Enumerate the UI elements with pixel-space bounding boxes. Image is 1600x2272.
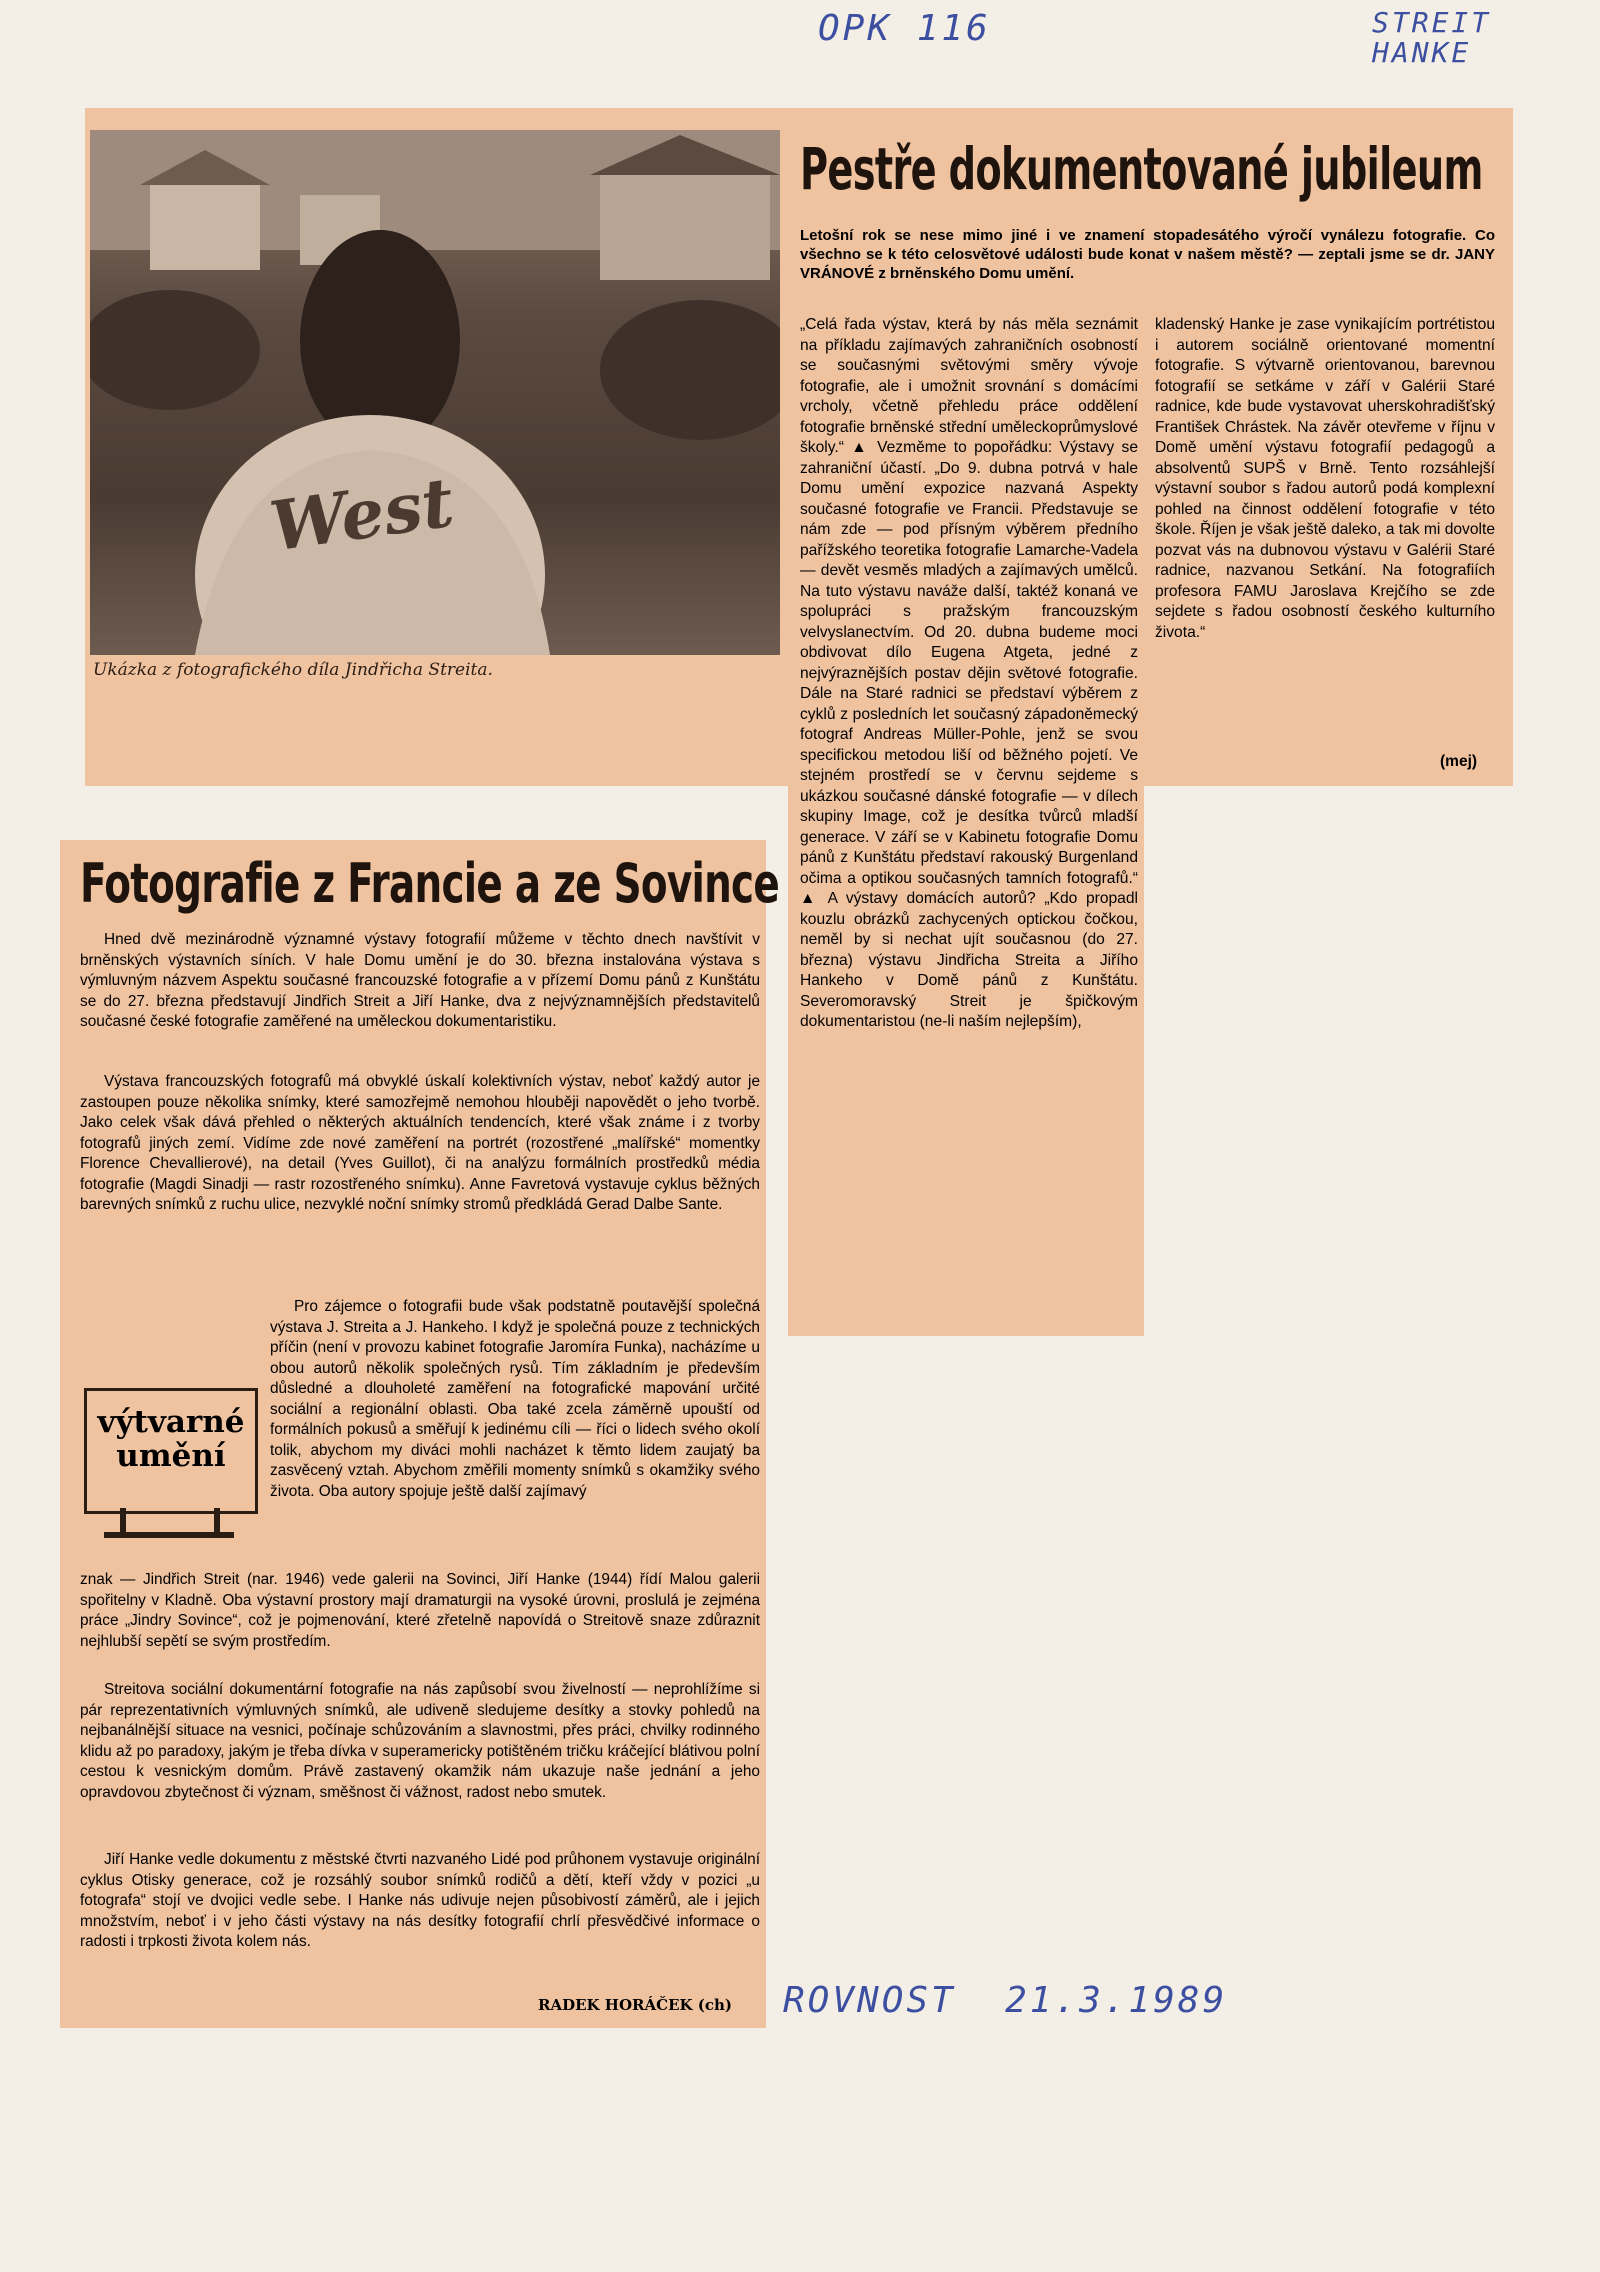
photo-scene bbox=[90, 130, 780, 655]
article1-column-1: „Celá řada výstav, která by nás měla seznámit na příkladu zajímavých zahraničních osobností se současnými světovými směry vývoje fotografie, ale i umožnit srovnání s domácími vrcholy, včetně přehledu práce oddělení fotografie brněnské střední uměleckoprůmyslové školy.“ ▲ Vezměme to popořádku: Výstavy se zahraniční účastí. „Do 9. dubna potrvá v hale Domu umění expozice nazvaná Aspekty současné fotografie ve Francii. Představuje se nám zde — pod přísným výběrem předního pařížského teoretika fotografie Lamarche-Vadela — devět vesměs mladých a zajímavých umělců. Na tuto výstavu naváže další, taktéž konaná ve spolupráci s pražským francouzským velvyslanectvím. Od 20. dubna budeme moci obdivovat dílo Eugena Atgeta, jedné z nejvýraznějších postav dějin světové fotografie. Dále na Staré radnici se představí výběrem z cyklů z posledních let současný západoněmecký fotograf Andreas Müller-Pohle, jenž se svou specifickou metodou liší od běžného pojetí. Ve stejném prostředí se v červnu sejdeme s ukázkou současné dánské fotografie — v dílech skupiny Image, což je desítka tvůrců mladší generace. V září se v Kabinetu fotografie Domu pánů z Kunštátu představí rakouský Burgenland očima a optikou současných tamních fotografů.“ ▲ A výstavy domácích autorů? „Kdo propadl kouzlu obrázků zachycených optickou čočkou, neměl by si nechat ujít současnou (do 27. března) výstavu Jindřicha Streita a Jiřího Hankeho v Domě pánů z Kunštátu. Severomoravský Streit je špičkovým dokumentaristou (ne-li naším nejlepším), bbox=[800, 316, 1138, 1030]
article2-paragraph-1: Hned dvě mezinárodně významné výstavy fotografií můžeme v těchto dnech navštívit v brněnských výstavních síních. V hale Domu umění je do 30. března instalována výstava s výmluvným názvem Aspektu současné francouzské fotografie a v přízemí Domu pánů z Kunštátu se do 27. března představují Jindřich Streit a Jiří Hanke, dva z nejvýznamnějších představitelů současné české fotografie zaměřené na uměleckou dokumentaristiku. bbox=[80, 931, 760, 1030]
article1-photo bbox=[90, 130, 780, 655]
article2-paragraph-2: Výstava francouzských fotografů má obvyklé úskalí kolektivních výstav, neboť každý autor je zastoupen pouze několika snímky, které samozřejmě nemohou hlouběji napovědět o jeho tvorbě. Jako celek však dává přehled o některých aktuálních tendencích, které však známe i z tvorby fotografů jiných zemí. Vidíme zde nové zaměření na portrét (rozostřené „malířské“ momentky Florence Chevallierové), na detail (Yves Guillot), či na analýzu formálních prostředků média fotografie (Magdi Sinadji — rastr rozostřeného snímku). Anne Favretová vystavuje cyklus běžných barevných snímků z ruchu ulice, nezvyklé noční snímky stromů předkládá Gerad Dalbe Sante. bbox=[80, 1073, 760, 1213]
logo-line-2: umění bbox=[116, 1438, 226, 1474]
article1-title: Pestře dokumentované jubileum bbox=[800, 135, 1483, 203]
article2-signature: RADEK HORÁČEK (ch) bbox=[538, 1996, 733, 2014]
photo-caption: Ukázka z fotografického díla Jindřicha Streita. bbox=[93, 660, 493, 680]
logo-base bbox=[104, 1532, 234, 1538]
article2-paragraph-5: Jiří Hanke vedle dokumentu z městské čtvrti nazvaného Lidé pod průhonem vystavuje originální cyklus Otisky generace, což je rozsáhlý soubor snímků rodičů a dětí, kteří vždy v pozici „u fotografa“ stojí ve dvojici vedle sebe. I Hanke nás udivuje nejen působivostí záměrů, ale i jejich množstvím, neboť i v jeho části výstavy na nás desítky fotografií chrlí přesvědčivé informace o radosti i trpkosti života kolem nás. bbox=[80, 1851, 760, 1950]
source-annotation-2: ROVNOST 21.3.1989 bbox=[783, 1980, 1228, 2021]
archive-code-annotation: OPK 116 bbox=[818, 8, 991, 49]
photo-shirt-text: West bbox=[265, 462, 459, 568]
article1-signature: (mej) bbox=[1440, 753, 1478, 770]
article1-title-box bbox=[800, 135, 1500, 215]
article2-paragraph-4: Streitova sociální dokumentární fotografie na nás zapůsobí svou živelností — neprohlížíme si pár reprezentativních výmluvných snímků, ale udiveně sledujeme desítky a stovky pohledů na nejbanálnější situace na vesnici, počínaje schůzováním a slavnostmi, přes práci, chvilky rodinného klidu až po paradoxy, jakým je třeba dívka v superamericky potištěném tričku kráčející blátivou polní cestou k vesnickým domům. Právě zastavený okamžik nám ukazuje naše jednání a jeho opravdovou zbytečnost či význam, směšnost či vážnost, radost nebo smutek. bbox=[80, 1681, 760, 1801]
article2-title-box bbox=[80, 852, 780, 922]
article2-paragraph-3a: Pro zájemce o fotografii bude však podstatně poutavější společná výstava J. Streita a J. Hankeho. I když je společná pouze z technických příčin (není v provozu kabinet fotografie Jaromíra Funka), nacházíme u obou autorů několik společných rysů. Tím základním je především důsledné a dlouholeté zaměření na fotografické mapování určité sociální a regionální oblasti. Oba také zcela záměrně upouští od formálních pokusů a směřují k jedinému cíli — říci o lidech svého okolí tolik, abychom my diváci mohli nacházet k těmto lidem zaujatý ba zasvěcený vztah. Abychom změřili momenty snímků s okamžiky svého života. Oba autory spojuje ještě další zajímavý bbox=[270, 1298, 760, 1500]
visual-arts-logo bbox=[84, 1388, 258, 1514]
names-annotation bbox=[1372, 8, 1572, 68]
article1-column-2: kladenský Hanke je zase vynikajícím portrétistou i autorem sociálně orientované momentní fotografie. S výtvarně orientovanou, barevnou fotografií se setkáme v září v Galérii Staré radnice, kde bude vystavovat uherskohradišťský František Chrástek. Na závěr otevřeme v říjnu v Domě umění výstavu fotografií pedagogů a absolventů SUPŠ v Brně. Tento rozsáhlejší výstavní soubor s řadou autorů podá komplexní pohled na činnost oddělení fotografie v této škole. Říjen je však ještě daleko, a tak mi dovolte pozvat vás na dubnovou výstavu v Galérii Staré radnice, nazvanou Setkání. Na fotografiích profesora FAMU Jaroslava Krejčího se zde sejdete s řadou osobností českého kulturního života.“ bbox=[1155, 316, 1495, 641]
article1-lead: Letošní rok se nese mimo jiné i ve znamení stopadesátého výročí vynálezu fotografie. Co všechno se k této celosvětové události bude konat v našem městě? — zeptali jsme se dr. JANY VRÁNOVÉ z brněnského Domu umění. bbox=[800, 227, 1495, 282]
article2-title: Fotografie z Francie a ze Sovince bbox=[80, 852, 780, 915]
names-text: STREIT HANKE bbox=[1372, 6, 1492, 69]
article2-paragraph-3b: znak — Jindřich Streit (nar. 1946) vede galerii na Sovinci, Jiří Hanke (1944) řídí Malou galerii spořitelny v Kladně. Oba výstavní prostory mají dramaturgii na vysoké úrovni, proslulá je zejména práce „Jindry Sovince“, což je pojmenování, které zřetelně napovídá o Streitově snaze zdůraznit nejhlubší sepětí se svým prostředím. bbox=[80, 1571, 760, 1650]
logo-line-1: výtvarné bbox=[97, 1404, 245, 1440]
